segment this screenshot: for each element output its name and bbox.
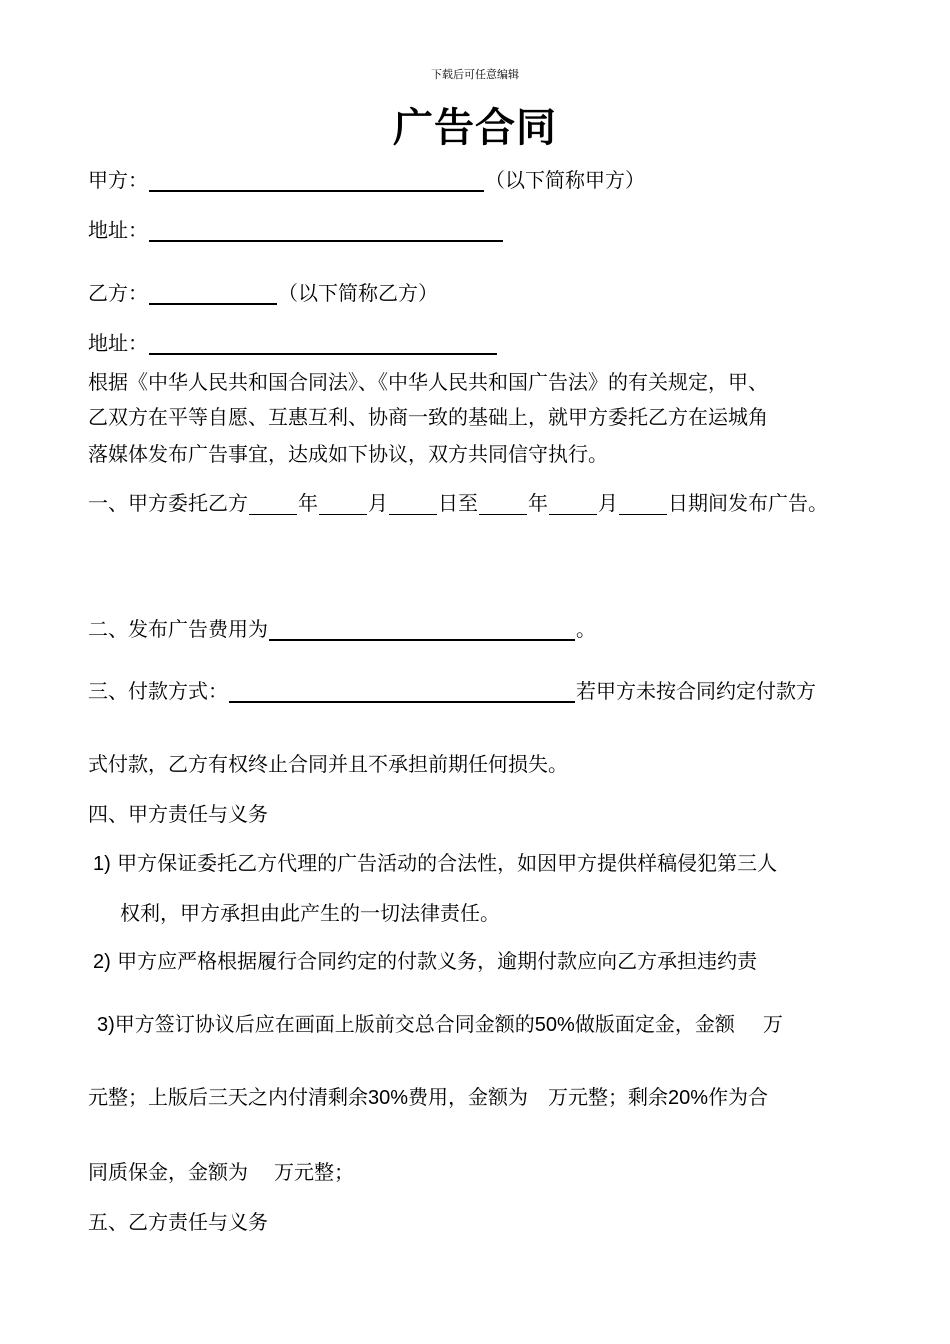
- document-title: 广告合同: [393, 105, 557, 151]
- day-to-label: 日至: [438, 491, 478, 515]
- clause-4-item-3-line-2: [88, 1085, 768, 1110]
- clause-3-prefix: 三、付款方式：: [88, 679, 228, 703]
- address-a-blank[interactable]: [149, 218, 503, 242]
- month-label: 月: [368, 491, 388, 515]
- party-a-blank[interactable]: [149, 168, 484, 192]
- item-3-text: 做版面定金，金额: [574, 1012, 735, 1036]
- party-a-label: 甲方：: [88, 168, 148, 192]
- party-b-line: [88, 281, 438, 305]
- month-label: 月: [598, 491, 618, 515]
- party-a-suffix: （以下简称甲方）: [485, 168, 645, 192]
- clause-4-item-2: [93, 949, 757, 974]
- clause-3-continuation: 式付款，乙方有权终止合同并且不承担前期任何损失。: [88, 752, 568, 776]
- day-period-label: 日期间发布广告。: [668, 491, 828, 515]
- item-2-number: 2): [93, 951, 111, 973]
- item-3-text: 甲方签订协议后应在画面上版前交总合同金额的: [114, 1012, 535, 1036]
- clause-3: [88, 679, 816, 703]
- item-3-text: 同质保金，金额为: [88, 1160, 248, 1184]
- year-label: 年: [298, 491, 318, 515]
- payment-method-blank[interactable]: [229, 679, 575, 703]
- item-3-text: 费用，金额为: [408, 1085, 529, 1109]
- clause-1-prefix: 一、甲方委托乙方: [88, 491, 248, 515]
- clause-1: [88, 491, 828, 515]
- start-month-blank[interactable]: [319, 494, 367, 515]
- end-day-blank[interactable]: [619, 494, 667, 515]
- item-3-unit: 万: [762, 1012, 783, 1036]
- address-b-blank[interactable]: [149, 331, 497, 355]
- address-a-line: [88, 218, 504, 242]
- clause-4-heading: 四、甲方责任与义务: [88, 802, 268, 826]
- party-a-line: [88, 168, 645, 192]
- item-2-text: 甲方应严格根据履行合同约定的付款义务，逾期付款应向乙方承担违约责: [110, 949, 758, 973]
- clause-4-item-3: [97, 1012, 783, 1037]
- page-header-note: 下载后可任意编辑: [431, 68, 519, 81]
- party-b-blank[interactable]: [149, 281, 277, 305]
- intro-line-3: 落媒体发布广告事宜，达成如下协议，双方共同信守执行。: [88, 442, 608, 466]
- address-a-label: 地址：: [88, 218, 148, 242]
- intro-line-1: 根据《中华人民共和国合同法》、《中华人民共和国广告法》的有关规定，甲、: [88, 370, 768, 394]
- warranty-percent: 20%: [668, 1087, 709, 1109]
- party-b-label: 乙方：: [88, 281, 148, 305]
- clause-2: [88, 617, 596, 641]
- intro-line-2: 乙双方在平等自愿、互惠互利、协商一致的基础上，就甲方委托乙方在运城角: [88, 405, 768, 429]
- clause-4-item-1-cont: 权利，甲方承担由此产生的一切法律责任。: [120, 901, 500, 925]
- item-3-text: 作为合: [708, 1085, 769, 1109]
- clause-4-item-3-line-3: [88, 1160, 354, 1184]
- address-b-label: 地址：: [88, 331, 148, 355]
- remaining-percent: 30%: [368, 1087, 409, 1109]
- deposit-percent: 50%: [534, 1014, 575, 1036]
- clause-4-item-1: [93, 851, 777, 876]
- item-3-text: 万元整；: [274, 1160, 354, 1184]
- clause-2-suffix: 。: [576, 617, 596, 641]
- party-b-suffix: （以下简称乙方）: [278, 281, 438, 305]
- item-1-text: 甲方保证委托乙方代理的广告活动的合法性，如因甲方提供样稿侵犯第三人: [110, 851, 778, 875]
- start-day-blank[interactable]: [389, 494, 437, 515]
- item-1-number: 1): [93, 853, 111, 875]
- start-year-blank[interactable]: [249, 494, 297, 515]
- address-b-line: [88, 331, 498, 355]
- clause-3-suffix: 若甲方未按合同约定付款方: [576, 679, 816, 703]
- clause-5-heading: 五、乙方责任与义务: [88, 1210, 268, 1234]
- clause-2-prefix: 二、发布广告费用为: [88, 617, 268, 641]
- item-3-text: 元整；上版后三天之内付清剩余: [88, 1085, 368, 1109]
- end-month-blank[interactable]: [549, 494, 597, 515]
- item-3-text: 万元整；剩余: [548, 1085, 669, 1109]
- fee-blank[interactable]: [269, 617, 575, 641]
- item-3-number: 3): [97, 1014, 115, 1036]
- year-label: 年: [528, 491, 548, 515]
- end-year-blank[interactable]: [479, 494, 527, 515]
